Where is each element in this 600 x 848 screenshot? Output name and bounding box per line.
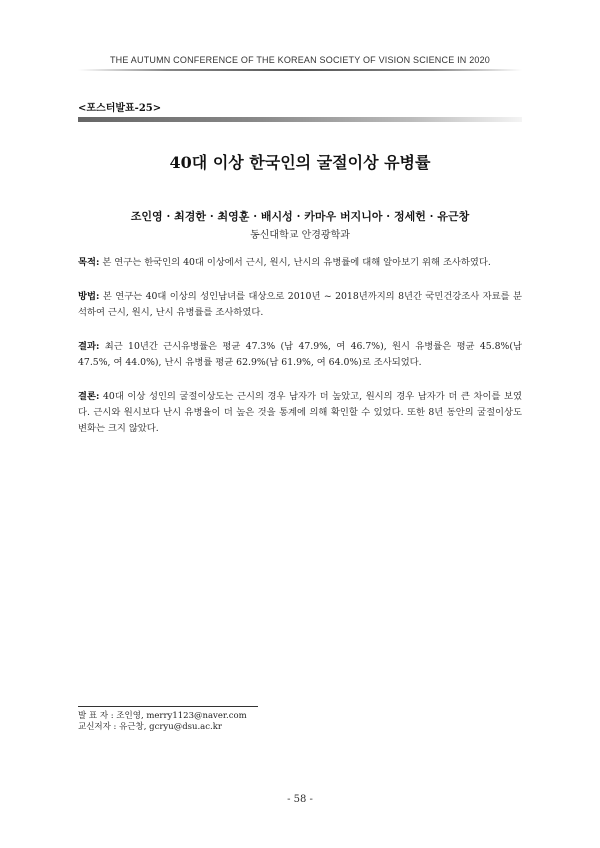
conclusion-text: 40대 이상 성인의 굴절이상도는 근시의 경우 남자가 더 높았고, 원시의 경우 남자가 더 큰 차이를 보였다. 근시와 원시보다 난시 유병율이 더 높은 것을 통계에 의해 확인할 수 있었다. 또한 8년 동안의 굴절이상도 변화는 크지 않았다. [78, 391, 522, 434]
methods-text: 본 연구는 40대 이상의 성인남녀를 대상으로 2010년 ~ 2018년까지의 8년간 국민건강조사 자료를 분석하여 근시, 원시, 난시 유병률를 조사하였다. [78, 291, 522, 318]
abstract [78, 255, 522, 455]
purpose-section [78, 255, 522, 271]
purpose-heading: 목적: [78, 257, 100, 268]
conclusion-heading: 결론: [78, 391, 100, 402]
methods-section [78, 289, 522, 321]
results-heading: 결과: [78, 341, 100, 352]
purpose-text: 본 연구는 한국인의 40대 이상에서 근시, 원시, 난시의 유병률에 대해 알아보기 위해 조사하였다. [99, 257, 491, 268]
page-number: - 58 - [287, 794, 313, 805]
conclusion-section [78, 389, 522, 437]
affiliation: 동신대학교 안경광학과 [250, 230, 350, 241]
results-section [78, 339, 522, 371]
conference-title: THE AUTUMN CONFERENCE OF THE KOREAN SOCIETY OF VISION SCIENCE IN 2020 [109, 55, 491, 65]
label-divider [78, 117, 522, 122]
author-list: 조인영 · 최경한 · 최영훈 · 배시성 · 카마우 버지니아 · 정세헌 · 유근창 [130, 210, 470, 223]
paper-title: 40대 이상 한국인의 굴절이상 유병률 [169, 153, 431, 172]
header-divider [78, 69, 522, 71]
poster-label: <포스터발표-25> [78, 103, 162, 114]
methods-heading: 방법: [78, 291, 100, 302]
footnote-divider [78, 706, 258, 707]
results-text: 최근 10년간 근시유병률은 평균 47.3% (남 47.9%, 여 46.7%), 원시 유병률은 평균 45.8%(남 47.5%, 여 44.0%), 난시 유병률 평균 62.9%(남 61.9%, 여 64.0%)로 조사되었다. [78, 341, 522, 368]
footnote [78, 711, 247, 733]
corresponding-author-line: 교신저자 : 유근창, gcryu@dsu.ac.kr [78, 722, 222, 732]
presenter-line: 발 표 자 : 조인영, merry1123@naver.com [78, 711, 247, 721]
